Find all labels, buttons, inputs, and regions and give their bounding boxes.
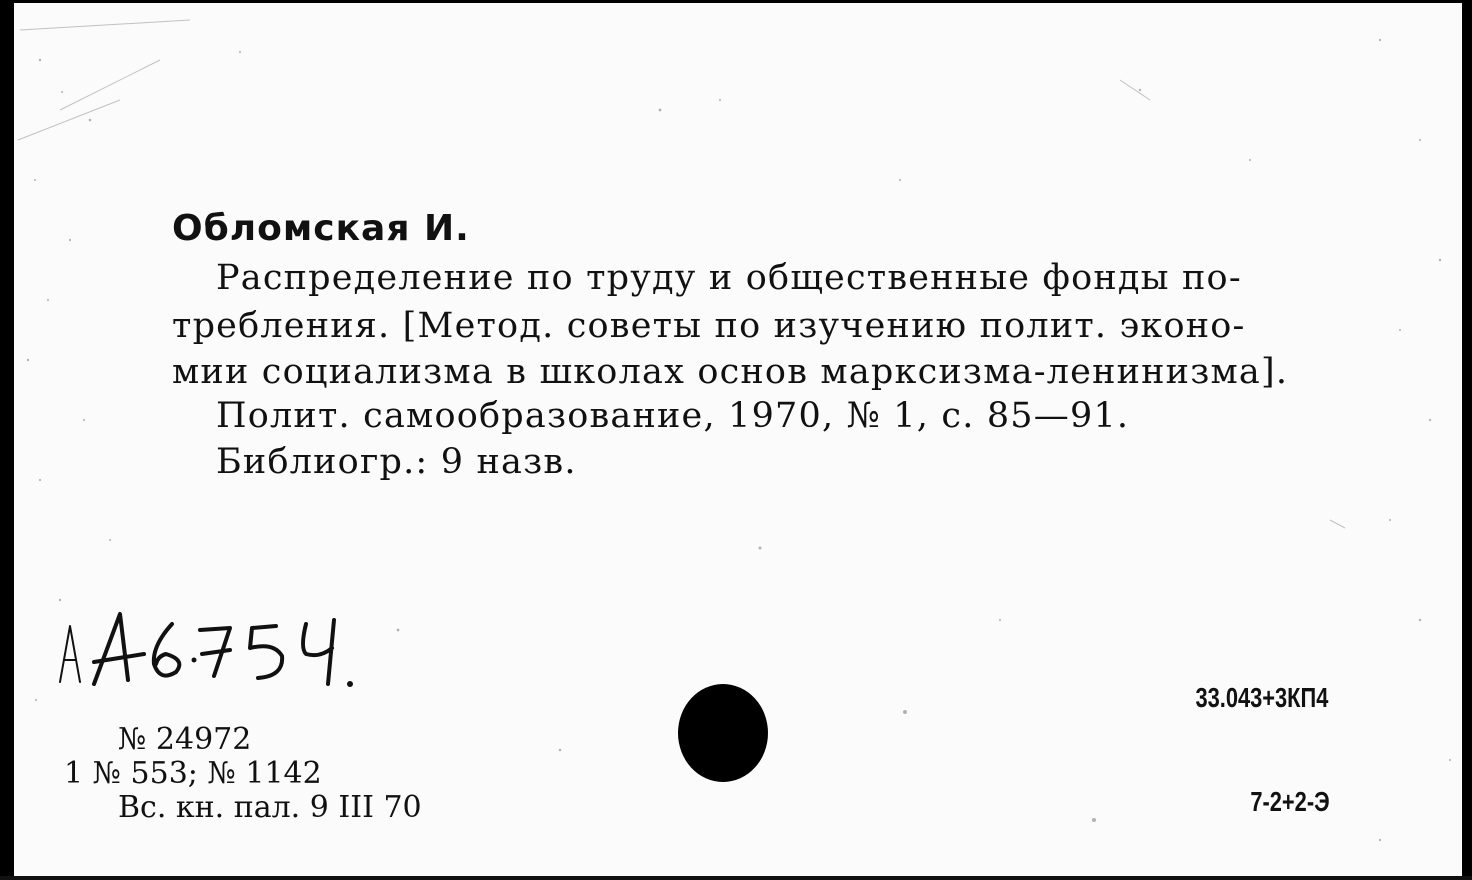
registry-numbers: 1 № 553; № 1142 — [64, 756, 322, 791]
handwritten-shelfmark — [54, 602, 384, 692]
source-line: Полит. самообразование, 1970, № 1, с. 85—91. — [216, 396, 1130, 436]
description-line-2: требления. [Метод. советы по изучению полит. эконо- — [172, 306, 1246, 346]
description-line-3: мии социализма в школах основ марксизма-ленинизма]. — [172, 352, 1289, 392]
punch-hole — [678, 684, 768, 782]
secondary-index: 7-2+2-Э — [1250, 786, 1330, 817]
author-heading: Обломская И. — [172, 208, 470, 249]
registry-number: № 24972 — [118, 722, 252, 757]
chamber-date: Вс. кн. пал. 9 III 70 — [118, 790, 422, 825]
classification-index: 33.043+3КП4 — [1195, 682, 1328, 713]
handwritten-code-text: А А6754. — [54, 602, 58, 603]
bibliography-line: Библиогр.: 9 назв. — [216, 442, 577, 482]
description-line-1: Распределение по труду и общественные фонды по- — [216, 258, 1242, 298]
